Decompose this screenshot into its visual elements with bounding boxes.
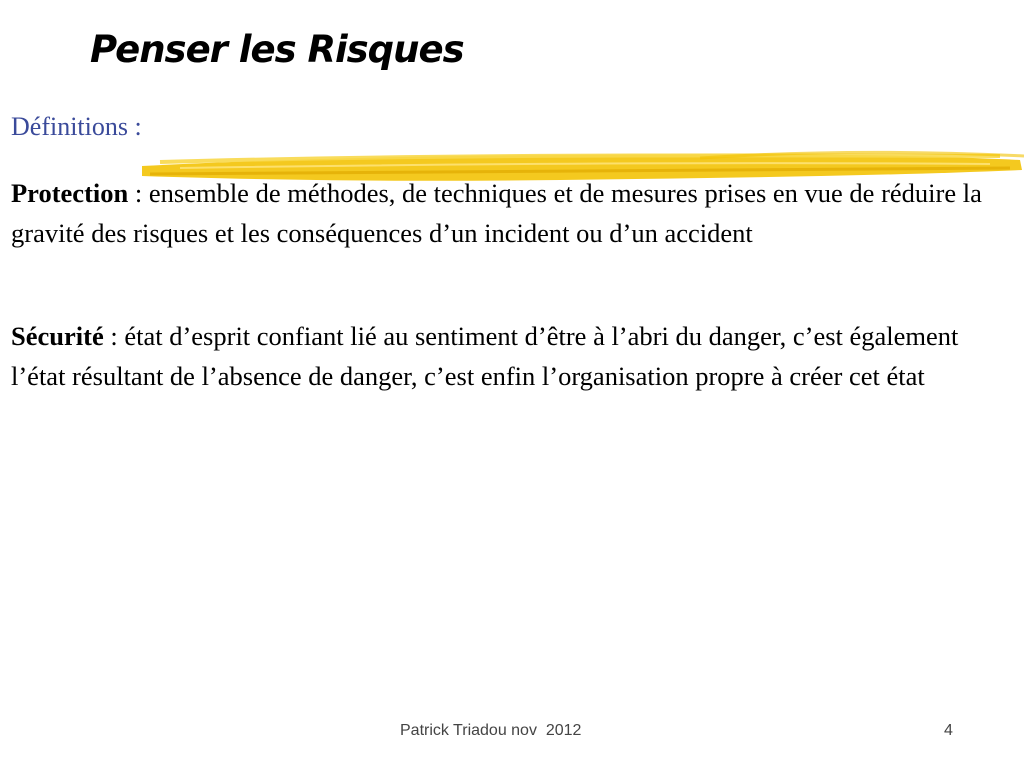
definition-separator: :	[128, 178, 149, 208]
definition-term: Sécurité	[11, 321, 104, 351]
definition-protection	[11, 173, 1019, 253]
definition-separator: :	[103, 321, 125, 351]
definition-text: état d’esprit confiant lié au sentiment d’être à l’abri du danger, c’est également l’état résultant de l’absence de danger, c’est enfin l’organisation propre à créer cet état	[11, 321, 959, 391]
definition-text: ensemble de méthodes, de techniques et de mesures prises en vue de réduire la gravité des risques et les conséquences d’un incident ou d’un accident	[11, 178, 982, 248]
definitions-heading: Définitions :	[11, 112, 142, 141]
definition-securite	[11, 316, 1019, 396]
footer-author: Patrick Triadou nov 2012	[400, 722, 582, 739]
slide-title: Penser les Risques	[90, 28, 464, 71]
definition-term: Protection	[11, 178, 129, 208]
page-number: 4	[944, 722, 953, 739]
